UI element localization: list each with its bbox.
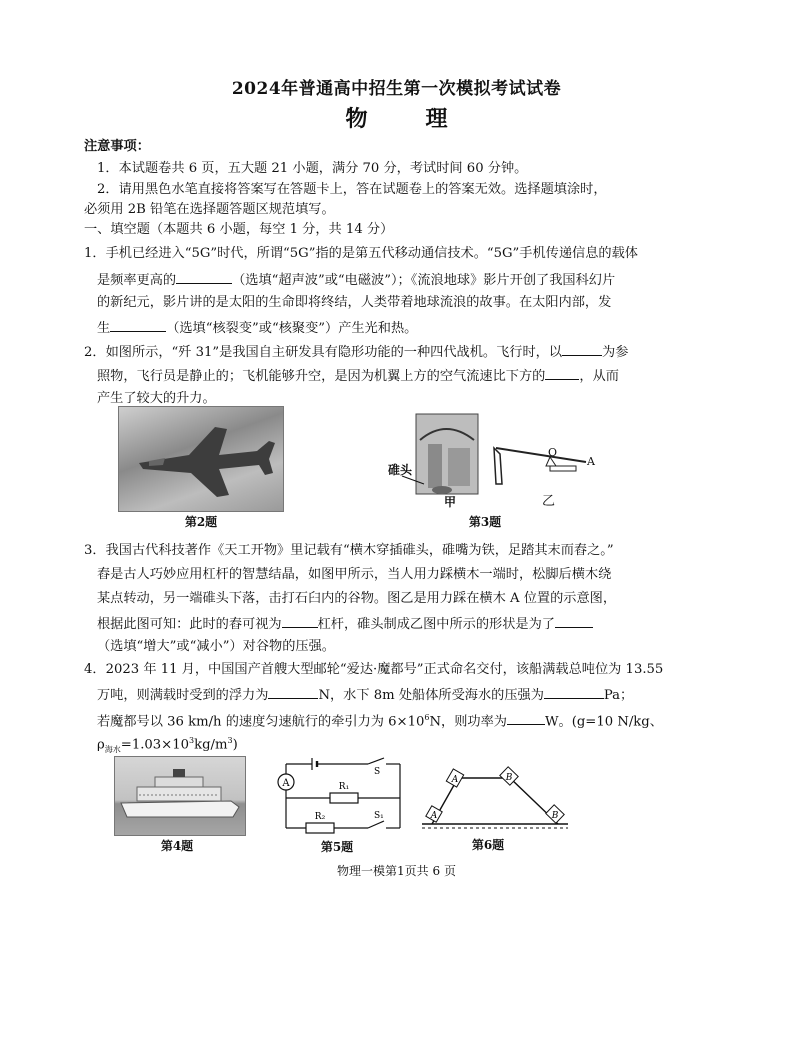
figure-6-ramp bbox=[418, 764, 572, 832]
q4-exponent: 6 bbox=[424, 713, 430, 722]
q3-line-5: （选填“增大”或“减小”）对谷物的压强。 bbox=[97, 639, 335, 654]
q3-line-4 bbox=[97, 615, 593, 633]
q4-line-3 bbox=[97, 710, 663, 730]
fighter-jet-photo bbox=[118, 406, 284, 512]
label-point-a: A bbox=[587, 455, 595, 468]
q4-line-1: 4．2023 年 11 月，中国国产首艘大型邮轮“爱达·魔都号”正式命名交付，该船满载总吨位为 13.55 bbox=[84, 662, 664, 677]
answer-blank[interactable] bbox=[562, 343, 602, 356]
resistor-r1 bbox=[330, 793, 358, 803]
q4-text: ) bbox=[232, 737, 238, 753]
figure-3 bbox=[384, 410, 604, 512]
answer-blank[interactable] bbox=[545, 367, 579, 380]
subject-title: 物 理 bbox=[345, 106, 466, 132]
q1-text: 是频率更高的 bbox=[97, 273, 177, 288]
answer-blank[interactable] bbox=[110, 319, 166, 332]
pestle-head bbox=[494, 448, 502, 484]
switch-s bbox=[368, 758, 384, 764]
q4-exponent: 3 bbox=[189, 736, 195, 745]
q3-text: 杠杆，碓头制成乙图中所示的形状是为了 bbox=[317, 617, 555, 632]
label-b-bottom: B bbox=[551, 811, 559, 821]
q4-text: =1.03×10 bbox=[120, 737, 190, 753]
section-heading: 一、填空题（本题共 6 小题，每空 1 分，共 14 分） bbox=[84, 222, 394, 237]
q2-text: 为参 bbox=[602, 345, 629, 360]
q4-text: W。(g=10 N/kg、 bbox=[544, 714, 663, 730]
q4-text: ρ bbox=[97, 737, 105, 753]
s1-label: S₁ bbox=[374, 811, 384, 821]
answer-blank[interactable] bbox=[555, 615, 593, 628]
mortar bbox=[432, 486, 452, 494]
figure-4-caption: 第4题 bbox=[160, 839, 194, 853]
label-yi: 乙 bbox=[542, 494, 556, 509]
label-pestle-head: 碓头 bbox=[388, 463, 413, 477]
q2-line-3: 产生了较大的升力。 bbox=[97, 391, 216, 406]
label-b-top: B bbox=[505, 773, 513, 783]
r2-label: R₂ bbox=[314, 812, 326, 822]
notes-item-2b: 必须用 2B 铅笔在选择题答题区规范填写。 bbox=[84, 202, 335, 217]
q4-text: Pa； bbox=[603, 688, 634, 703]
q4-line-4 bbox=[97, 733, 238, 758]
answer-blank[interactable] bbox=[268, 686, 318, 699]
q4-line-2 bbox=[97, 686, 633, 704]
answer-blank[interactable] bbox=[176, 271, 232, 284]
q1-line-3: 的新纪元，影片讲的是太阳的生命即将终结，人类带着地球流浪的故事。在太阳内部，发 bbox=[97, 295, 612, 310]
q3-line-2: 舂是古人巧妙应用杠杆的智慧结晶，如图甲所示，当人用力踩横木一端时，松脚后横木绕 bbox=[97, 567, 612, 582]
q2-text: 2．如图所示，“歼 31”是我国自主研发具有隐形功能的一种四代战机。飞行时，以 bbox=[84, 345, 563, 360]
figure-2-caption: 第2题 bbox=[184, 515, 218, 529]
figure-6-caption: 第6题 bbox=[471, 838, 505, 852]
label-a-bottom: A bbox=[430, 811, 438, 821]
resistor-r2 bbox=[306, 823, 334, 833]
q1-text: （选填“核裂变”或“核聚变”）产生光和热。 bbox=[166, 321, 418, 336]
ammeter-label: A bbox=[282, 778, 290, 789]
notes-item-1: 1．本试题卷共 6 页，五大题 21 小题，满分 70 分，考试时间 60 分钟。 bbox=[97, 161, 528, 176]
figure-5-caption: 第5题 bbox=[320, 840, 354, 854]
q1-line-4 bbox=[97, 319, 417, 337]
answer-blank[interactable] bbox=[507, 712, 545, 725]
q4-text: 万吨，则满载时受到的浮力为 bbox=[97, 688, 269, 703]
exam-title: 2024年普通高中招生第一次模拟考试试卷 bbox=[231, 79, 562, 99]
q4-text: 若魔都号以 36 km/h 的速度匀速航行的牵引力为 6×10 bbox=[97, 714, 425, 730]
mill-structure bbox=[448, 448, 470, 486]
figure-3-caption: 第3题 bbox=[468, 515, 502, 529]
base-block bbox=[550, 466, 576, 471]
answer-blank[interactable] bbox=[544, 686, 604, 699]
q3-line-3: 某点转动，另一端碓头下落，击打石臼内的谷物。图乙是用力踩在横木 A 位置的示意图， bbox=[97, 591, 617, 606]
q4-text: N，水下 8m 处船体所受海水的压强为 bbox=[318, 688, 544, 703]
q4-text: kg/m bbox=[194, 737, 228, 753]
jet-canopy bbox=[149, 458, 165, 466]
worker-figure bbox=[428, 444, 442, 488]
lever-beam bbox=[496, 448, 586, 462]
cruise-ship-photo bbox=[114, 756, 246, 836]
notes-item-2a: 2．请用黑色水笔直接将答案写在答题卡上，答在试题卷上的答案无效。选择题填涂时， bbox=[97, 182, 607, 197]
r1-label: R₁ bbox=[338, 782, 350, 792]
q3-text: 根据此图可知：此时的舂可视为 bbox=[97, 617, 282, 632]
notes-heading: 注意事项： bbox=[84, 139, 150, 154]
q1-text: （选填“超声波”或“电磁波”）；《流浪地球》影片开创了我国科幻片 bbox=[232, 273, 616, 288]
page-footer: 物理一模第1页共 6 页 bbox=[337, 864, 456, 878]
figure-5-circuit bbox=[272, 754, 412, 836]
q1-text: 生 bbox=[97, 321, 111, 336]
q1-line-2 bbox=[97, 271, 615, 289]
q1-line-1: 1．手机已经进入“5G”时代，所谓“5G”指的是第五代移动通信技术。“5G”手机传递信息的载体 bbox=[84, 246, 638, 261]
label-jia: 甲 bbox=[444, 495, 457, 509]
q2-line-1 bbox=[84, 343, 628, 361]
ship-funnel bbox=[173, 769, 185, 777]
switch-s1 bbox=[368, 821, 384, 828]
label-a-top: A bbox=[451, 775, 459, 785]
label-fulcrum-o: O bbox=[548, 446, 558, 459]
answer-blank[interactable] bbox=[282, 615, 318, 628]
ship-hull bbox=[121, 801, 239, 817]
q2-text: ，从而 bbox=[579, 369, 619, 384]
q4-subscript: 海水 bbox=[104, 745, 121, 755]
ship-upper-deck bbox=[155, 777, 203, 787]
s-label: S bbox=[374, 767, 381, 777]
q4-text: N，则功率为 bbox=[429, 714, 507, 730]
q4-exponent: 3 bbox=[227, 736, 233, 745]
ship-deck bbox=[137, 787, 221, 801]
q2-text: 照物，飞行员是静止的；飞机能够升空，是因为机翼上方的空气流速比下方的 bbox=[97, 369, 546, 384]
q2-line-2 bbox=[97, 367, 619, 385]
q3-line-1: 3．我国古代科技著作《天工开物》里记载有“横木穿插碓头，碓嘴为铁，足踏其末而舂之。” bbox=[84, 543, 614, 558]
